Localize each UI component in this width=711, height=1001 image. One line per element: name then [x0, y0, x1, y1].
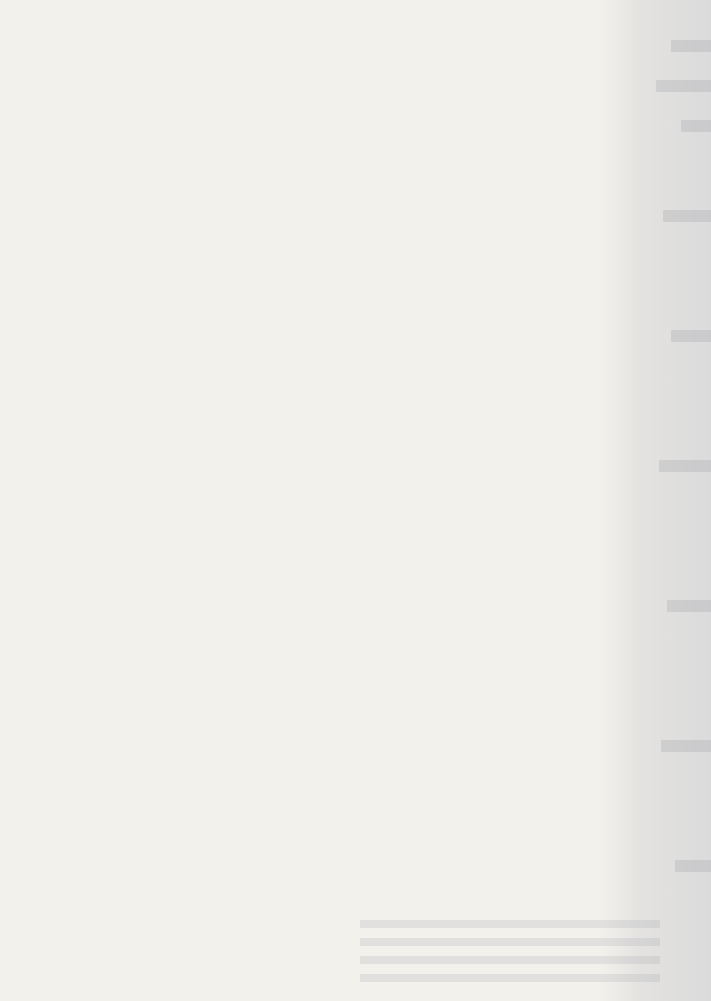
show-through-right-margin: [651, 0, 711, 1001]
show-through-bottom: [360, 920, 660, 990]
